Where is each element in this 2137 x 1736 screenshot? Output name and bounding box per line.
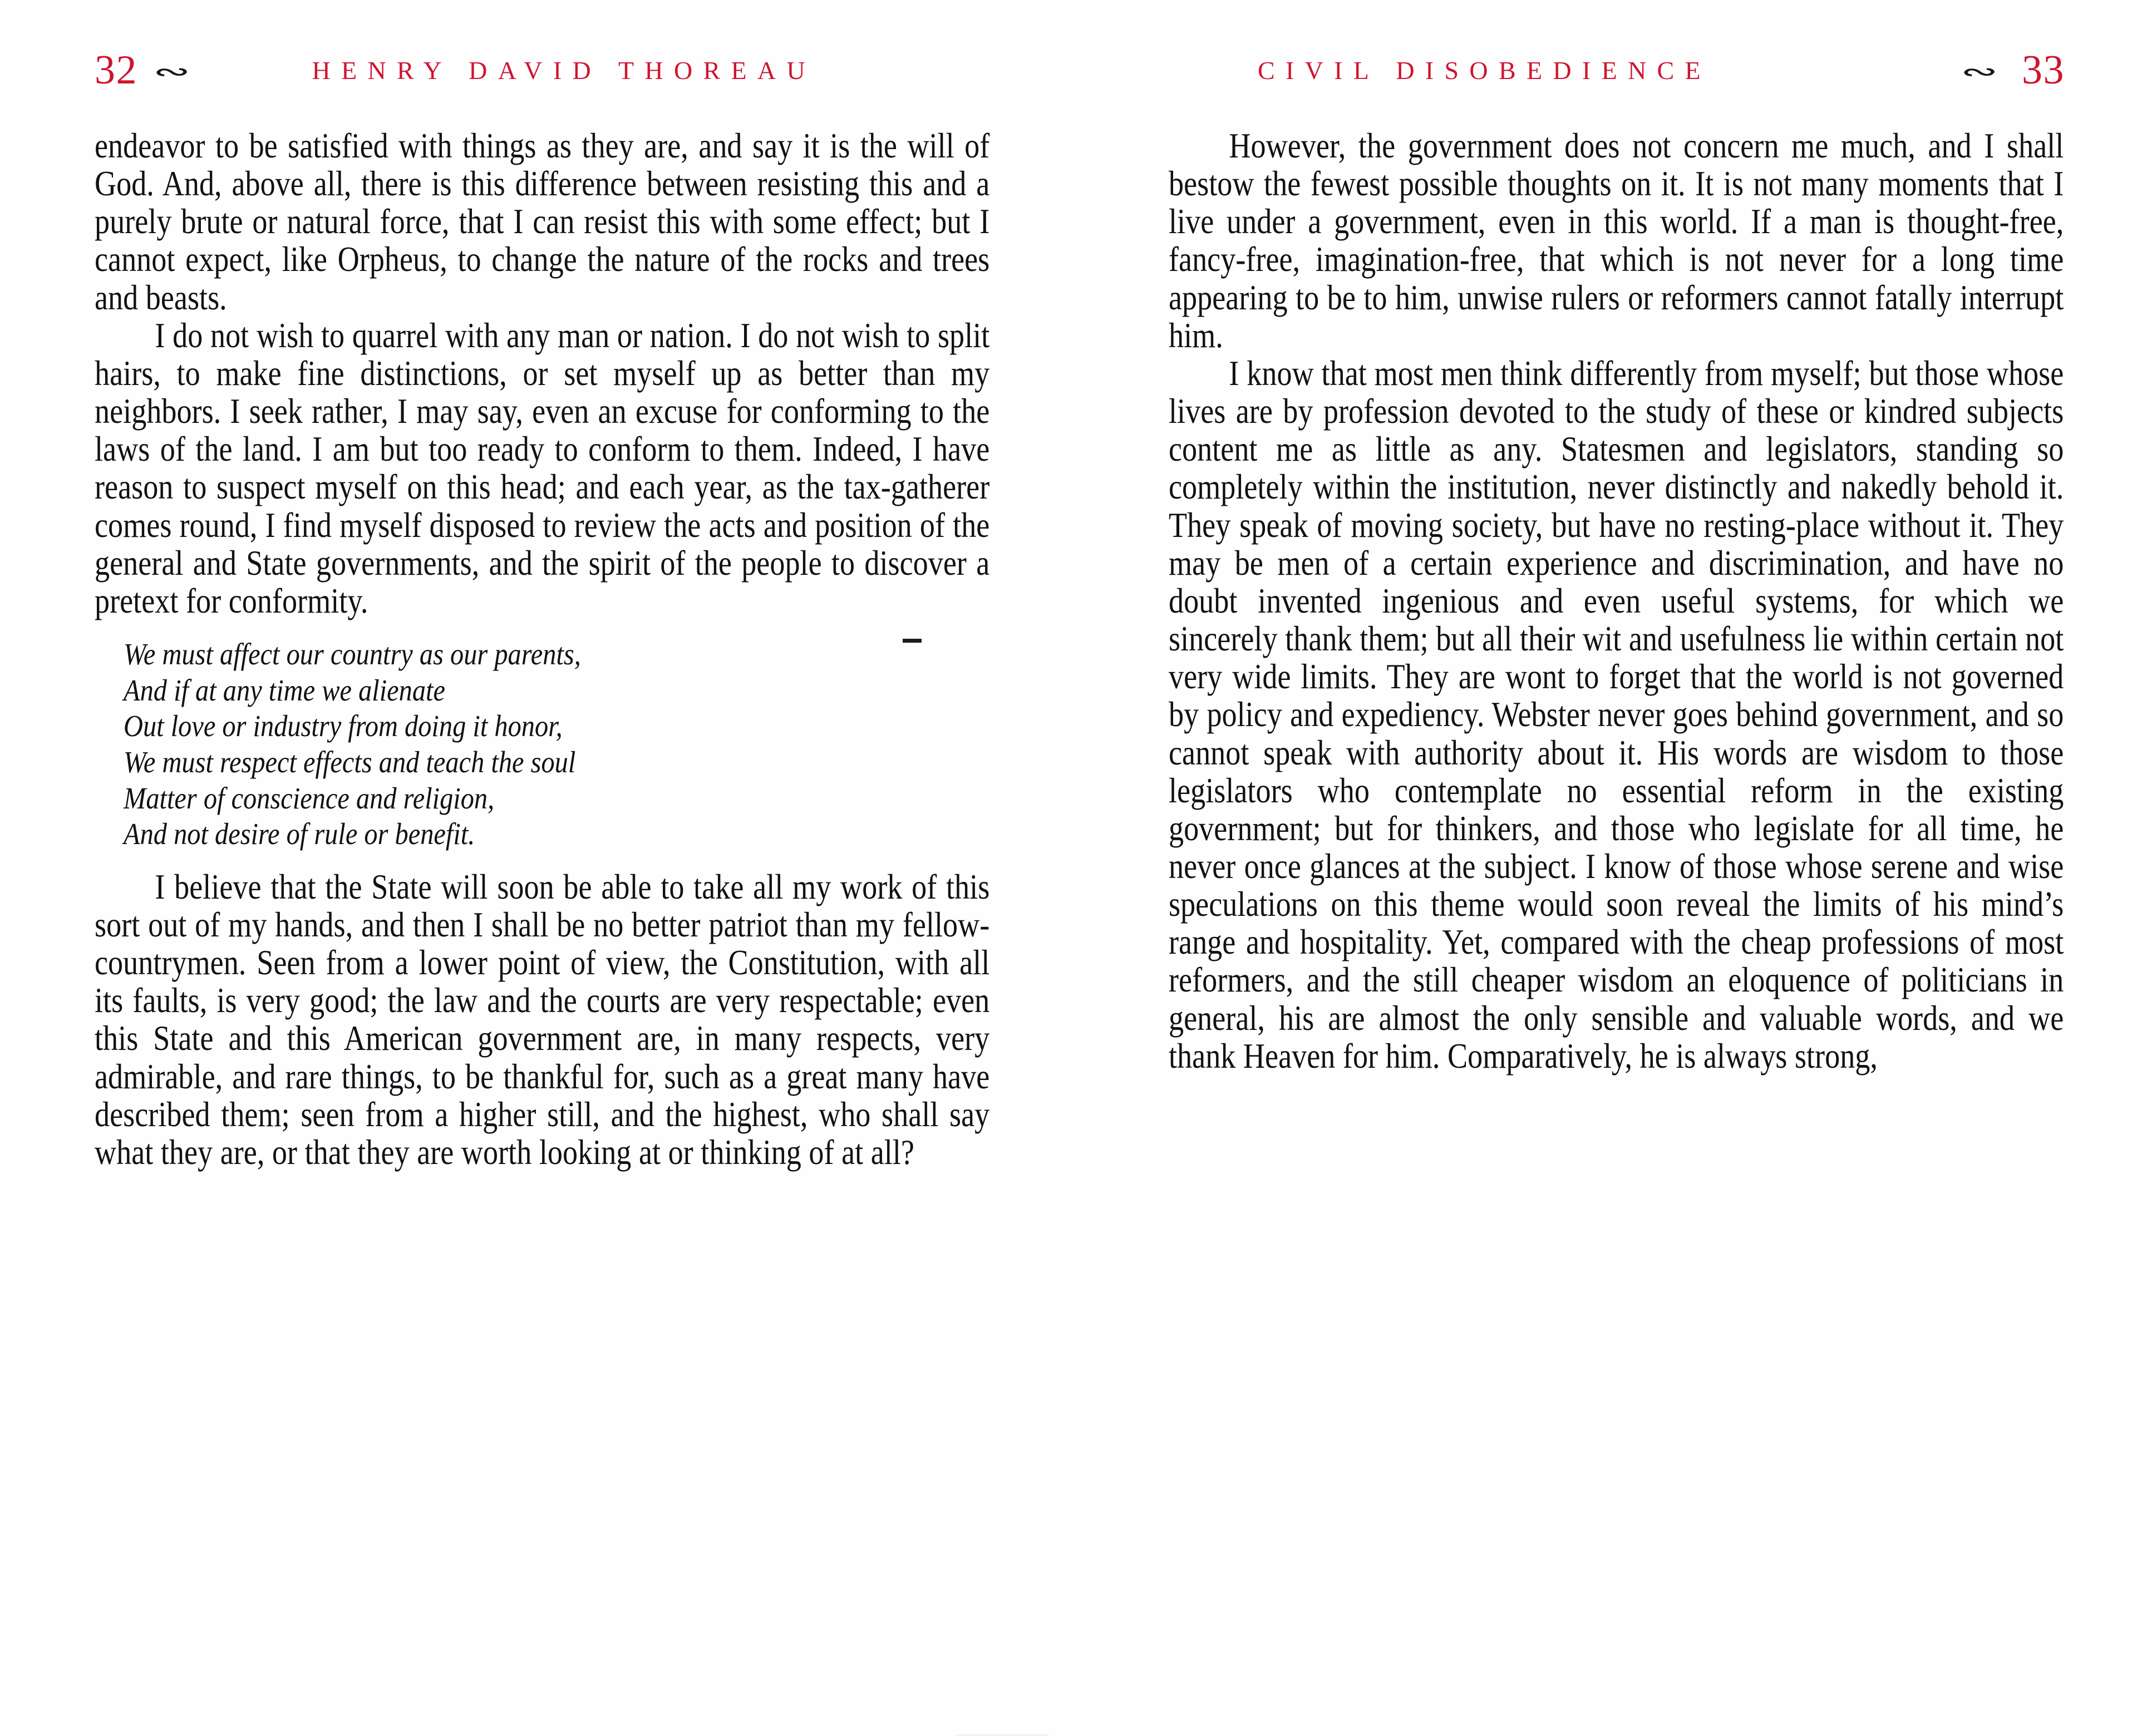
- swash-ornament-icon: ∾: [1961, 58, 1999, 86]
- running-head-left: [95, 43, 991, 97]
- verse-line: And if at any time we alienate: [124, 673, 445, 707]
- margin-dash-mark: [903, 639, 922, 643]
- paragraph: I know that most men think differently from myself; but those whose lives are by profession devoted to the study of these or kindred subjects content me as little as any. Statesmen and legislators, standing so completely within the institution, never distinctly and nakedly behold it. They speak of moving society, but have no resting-place without it. They may be men of a certain experience and discrimination, and have no doubt invented ingenious and even useful systems, for which we sincerely thank them; but all their wit and usefulness lie within certain not very wide limits. They are wont to forget that the world is not governed by policy and expediency. Webster never goes behind government, and so cannot speak with authority about it. His words are wisdom to those legislators who contemplate no essential reform in the existing government; but for thinkers, and those who legislate for all time, he never once glances at the subject. I know of those whose serene and wise speculations on this theme would soon reveal the limits of his mind’s range and hospitality. Yet, compared with the cheap professions of most reformers, and the still cheaper wisdom an eloquence of politicians in general, his are almost the only sensible and valuable words, and we thank Heaven for him. Comparatively, he is always strong,: [1169, 353, 2064, 1076]
- text-column-right: [1169, 127, 2064, 1075]
- swash-ornament-icon: ∾: [152, 58, 191, 86]
- running-title-left: HENRY DAVID THOREAU: [312, 56, 816, 85]
- running-title-right: CIVIL DISOBEDIENCE: [1258, 56, 1711, 85]
- page-number-left: 32: [95, 47, 137, 93]
- verse-line: We must affect our country as our parents,: [124, 637, 581, 672]
- verse-line: Out love or industry from doing it honor,: [124, 709, 563, 743]
- verse-line: And not desire of rule or benefit.: [124, 817, 475, 851]
- paragraph: I do not wish to quarrel with any man or nation. I do not wish to split hairs, to make fine distinctions, or set myself up as better than my neighbors. I seek rather, I may say, even an excuse for conforming to the laws of the land. I am but too ready to conform to them. Indeed, I have reason to suspect myself on this head; and each year, as the tax-gatherer comes round, I find myself disposed to review the acts and position of the general and State governments, and the spirit of the people to discover a pretext for conformity.: [95, 315, 990, 620]
- page-number-right: 33: [2022, 47, 2065, 93]
- paragraph: endeavor to be satisfied with things as they are, and say it is the will of God. And, above all, there is this difference between resisting this and a purely brute or natural force, that I can resist this with some effect; but I cannot expect, like Orpheus, to change the nature of the rocks and trees and beasts.: [95, 126, 990, 317]
- text-column-left: [95, 127, 989, 1171]
- paragraph: I believe that the State will soon be able to take all my work of this sort out of my hands, and then I shall be no better patriot than my fellow-countrymen. Seen from a lower point of view, the Constitution, with all its faults, is very good; the law and the courts are very respectable; even this State and this American government are, in many respects, very admirable, and rare things, to be thankful for, such as a great many have described them; seen from a higher still, and the highest, who shall say what they are, or that they are worth looking at or thinking of at all?: [95, 867, 990, 1172]
- verse-line: Matter of conscience and religion,: [124, 781, 495, 815]
- running-head-right: [1169, 43, 2065, 97]
- verse-line: We must respect effects and teach the soul: [124, 744, 576, 779]
- paragraph: However, the government does not concern me much, and I shall bestow the fewest possible thoughts on it. It is not many moments that I live under a government, even in this world. If a man is thought-free, fancy-free, imagination-free, that which is not never for a long time appearing to be to him, unwise rulers or reformers cannot fatally interrupt him.: [1169, 126, 2064, 355]
- verse-block: [95, 637, 989, 852]
